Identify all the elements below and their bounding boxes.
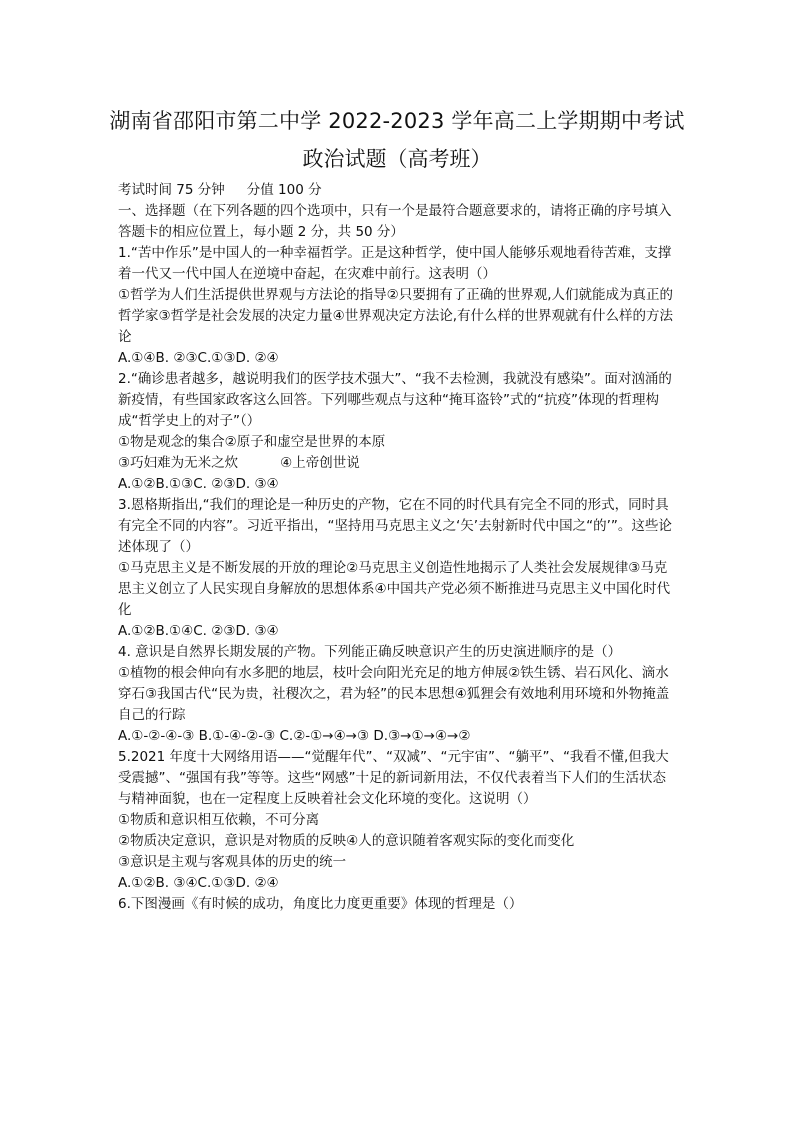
question-3-items: ①马克思主义是不断发展的开放的理论②马克思主义创造性地揭示了人类社会发展规律③马克思主义创立了人民实现自身解放的思想体系④中国共产党必须不断推进马克思主义中国化时代化 (118, 560, 671, 618)
question-4-options: A.①-②-④-③ B.①-④-②-③ C.②-①→④→③ D.③→①→④→② (118, 728, 471, 744)
question-3-options: A.①②B.①④C. ②③D. ③④ (118, 623, 279, 639)
exam-meta (118, 180, 678, 201)
question-4-items: ①植物的根会伸向有水多肥的地层，枝叶会向阳光充足的地方伸展②铁生锈、岩石风化、滴水穿石③我国古代“民为贵，社稷次之，君为轻”的民本思想④狐狸会有效地利用环境和外物掩盖自己的行踪 (118, 665, 670, 723)
question-5-items-line3: ③意识是主观与客观具体的历史的统一 (118, 854, 347, 870)
question-1-options: A.①④B. ②③C.①③D. ②④ (118, 350, 279, 366)
question-5-stem: 5.2021 年度十大网络用语——“觉醒年代”、“双减”、“元宇宙”、“躺平”、“我看不懂,但我大受震撼”、“强国有我”等等。这些“网感”十足的新词新用法，不仅代表着当下人们的生活状态与精神面貌，也在一定程度上反映着社会文化环境的变化。这说明（） (118, 749, 669, 807)
question-2-stem: 2.“确诊患者越多，越说明我们的医学技术强大”、“我不去检测，我就没有感染”。面对汹涌的新疫情，有些国家政客这么回答。下列哪些观点与这种“掩耳盗铃”式的“抗疫”体现的哲理构成“哲学史上的对子”（） (118, 371, 672, 429)
question-5-items-line1: ①物质和意识相互依赖，不可分离 (118, 812, 320, 828)
question-3-stem: 3.恩格斯指出,“我们的理论是一种历史的产物，它在不同的时代具有完全不同的形式，同时具有完全不同的内容”。习近平指出，“坚持用马克思主义之‘矢’去射新时代中国之“的’”。这些论述体现了（） (118, 497, 672, 555)
question-5-items-line2: ②物质决定意识，意识是对物质的反映④人的意识随着客观实际的变化而变化 (118, 833, 575, 849)
exam-score: 分值 100 分 (246, 182, 322, 198)
question-1-items: ①哲学为人们生活提供世界观与方法论的指导②只要拥有了正确的世界观,人们就能成为真正的哲学家③哲学是社会发展的决定力量④世界观决定方法论,有什么样的世界观就有什么样的方法论 (118, 287, 673, 345)
question-2-items-line2 (118, 453, 678, 474)
question-1-stem: 1.“苦中作乐”是中国人的一种幸福哲学。正是这种哲学，使中国人能够乐观地看待苦难，支撑着一代又一代中国人在逆境中奋起，在灾难中前行。这表明（） (118, 245, 672, 282)
question-2-item-3: ③巧妇难为无米之炊 (118, 455, 239, 471)
section-heading: 一、选择题（在下列各题的四个选项中，只有一个是最符合题意要求的，请将正确的序号填入答题卡的相应位置上，每小题 2 分，共 50 分） (118, 203, 672, 240)
question-6-stem: 6.下图漫画《有时候的成功，角度比力度更重要》体现的哲理是（） (118, 896, 523, 912)
page-title: 湖南省邵阳市第二中学 2022-2023 学年高二上学期期中考试 (109, 109, 685, 133)
exam-body (118, 180, 678, 915)
question-2-items-line1: ①物是观念的集合②原子和虚空是世界的本原 (118, 434, 386, 450)
question-5-options: A.①②B. ③④C.①③D. ②④ (118, 875, 279, 891)
question-2-options: A.①②B.①③C. ②③D. ③④ (118, 476, 279, 492)
question-2-item-4: ④上帝创世说 (280, 455, 360, 471)
page-subtitle: 政治试题（高考班） (302, 147, 492, 171)
question-4-stem: 4. 意识是自然界长期发展的产物。下列能正确反映意识产生的历史演进顺序的是（） (118, 644, 622, 660)
exam-time: 考试时间 75 分钟 (118, 182, 225, 198)
